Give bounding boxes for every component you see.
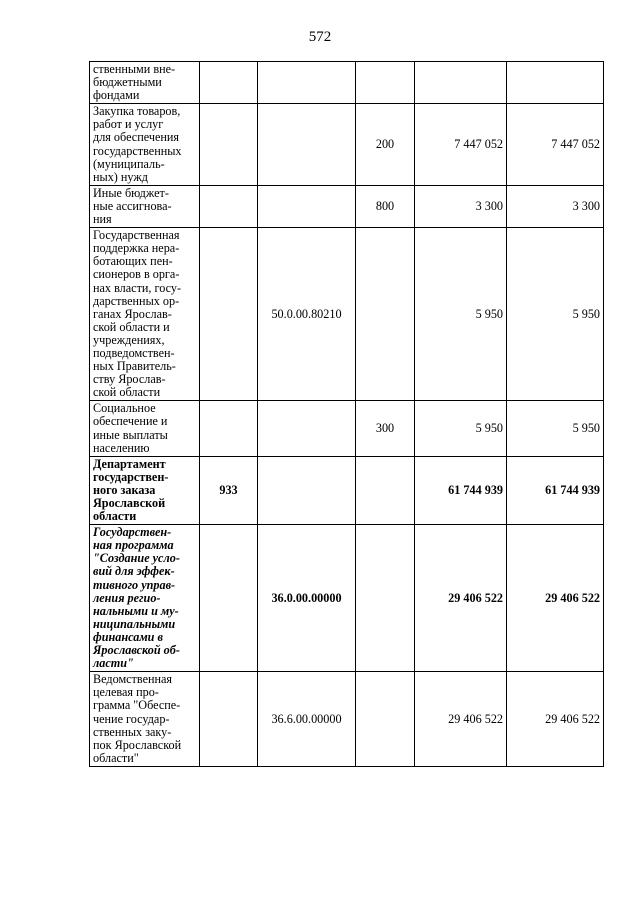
row-sum-year1-cell: 29 406 522 xyxy=(415,672,507,767)
row-admin-code-cell xyxy=(200,672,258,767)
row-admin-code-cell xyxy=(200,185,258,227)
row-sum-year1-cell: 61 744 939 xyxy=(415,456,507,524)
row-sum-year1-cell: 5 950 xyxy=(415,228,507,401)
row-expense-type-cell: 300 xyxy=(356,401,415,456)
table-row xyxy=(90,456,604,524)
row-sum-year2-cell: 3 300 xyxy=(507,185,604,227)
row-expense-type-cell xyxy=(356,456,415,524)
row-target-code-cell: 36.6.00.00000 xyxy=(258,672,356,767)
row-expense-type-cell: 800 xyxy=(356,185,415,227)
table-row xyxy=(90,401,604,456)
row-sum-year1-cell: 5 950 xyxy=(415,401,507,456)
row-sum-year2-cell: 61 744 939 xyxy=(507,456,604,524)
row-sum-year2-cell: 29 406 522 xyxy=(507,525,604,672)
table-row xyxy=(90,672,604,767)
row-sum-year2-cell: 29 406 522 xyxy=(507,672,604,767)
table-row xyxy=(90,525,604,672)
row-expense-type-cell xyxy=(356,672,415,767)
row-admin-code-cell xyxy=(200,62,258,104)
page-number: 572 xyxy=(308,29,332,45)
row-name-cell: ственными вне- бюджетными фондами xyxy=(90,62,200,104)
row-expense-type-cell xyxy=(356,62,415,104)
row-target-code-cell xyxy=(258,62,356,104)
row-sum-year2-cell xyxy=(507,62,604,104)
row-admin-code-cell xyxy=(200,228,258,401)
table-row xyxy=(90,104,604,186)
row-name-cell: Государствен- ная программа "Создание усло- вий для эффек- тивного управ- ления регио- нальными и му- ниципальными финансами в Ярославской об- ласти" xyxy=(90,525,200,672)
row-sum-year2-cell: 7 447 052 xyxy=(507,104,604,186)
row-target-code-cell xyxy=(258,456,356,524)
row-expense-type-cell xyxy=(356,228,415,401)
row-target-code-cell: 36.0.00.00000 xyxy=(258,525,356,672)
row-target-code-cell: 50.0.00.80210 xyxy=(258,228,356,401)
row-expense-type-cell: 200 xyxy=(356,104,415,186)
row-sum-year1-cell: 7 447 052 xyxy=(415,104,507,186)
row-sum-year2-cell: 5 950 xyxy=(507,228,604,401)
budget-table xyxy=(89,61,604,767)
row-sum-year1-cell: 29 406 522 xyxy=(415,525,507,672)
row-target-code-cell xyxy=(258,401,356,456)
row-admin-code-cell: 933 xyxy=(200,456,258,524)
row-name-cell: Государственная поддержка нера- ботающих пен- сионеров в орга- нах власти, госу- дарственных ор- ганах Ярослав- ской области и учреждениях, подведомствен- ных Правитель- ству Ярослав- ской области xyxy=(90,228,200,401)
row-admin-code-cell xyxy=(200,104,258,186)
row-name-cell: Закупка товаров, работ и услуг для обеспечения государственных (муниципаль- ных) нужд xyxy=(90,104,200,186)
row-target-code-cell xyxy=(258,104,356,186)
row-name-cell: Департамент государствен- ного заказа Ярославской области xyxy=(90,456,200,524)
row-target-code-cell xyxy=(258,185,356,227)
row-sum-year1-cell: 3 300 xyxy=(415,185,507,227)
row-admin-code-cell xyxy=(200,401,258,456)
table-row xyxy=(90,228,604,401)
row-name-cell: Социальное обеспечение и иные выплаты населению xyxy=(90,401,200,456)
row-admin-code-cell xyxy=(200,525,258,672)
row-sum-year2-cell: 5 950 xyxy=(507,401,604,456)
row-sum-year1-cell xyxy=(415,62,507,104)
row-name-cell: Ведомственная целевая про- грамма "Обеспе- чение государ- ственных заку- пок Ярославской области" xyxy=(90,672,200,767)
row-expense-type-cell xyxy=(356,525,415,672)
table-row xyxy=(90,185,604,227)
row-name-cell: Иные бюджет- ные ассигнова- ния xyxy=(90,185,200,227)
table-row xyxy=(90,62,604,104)
